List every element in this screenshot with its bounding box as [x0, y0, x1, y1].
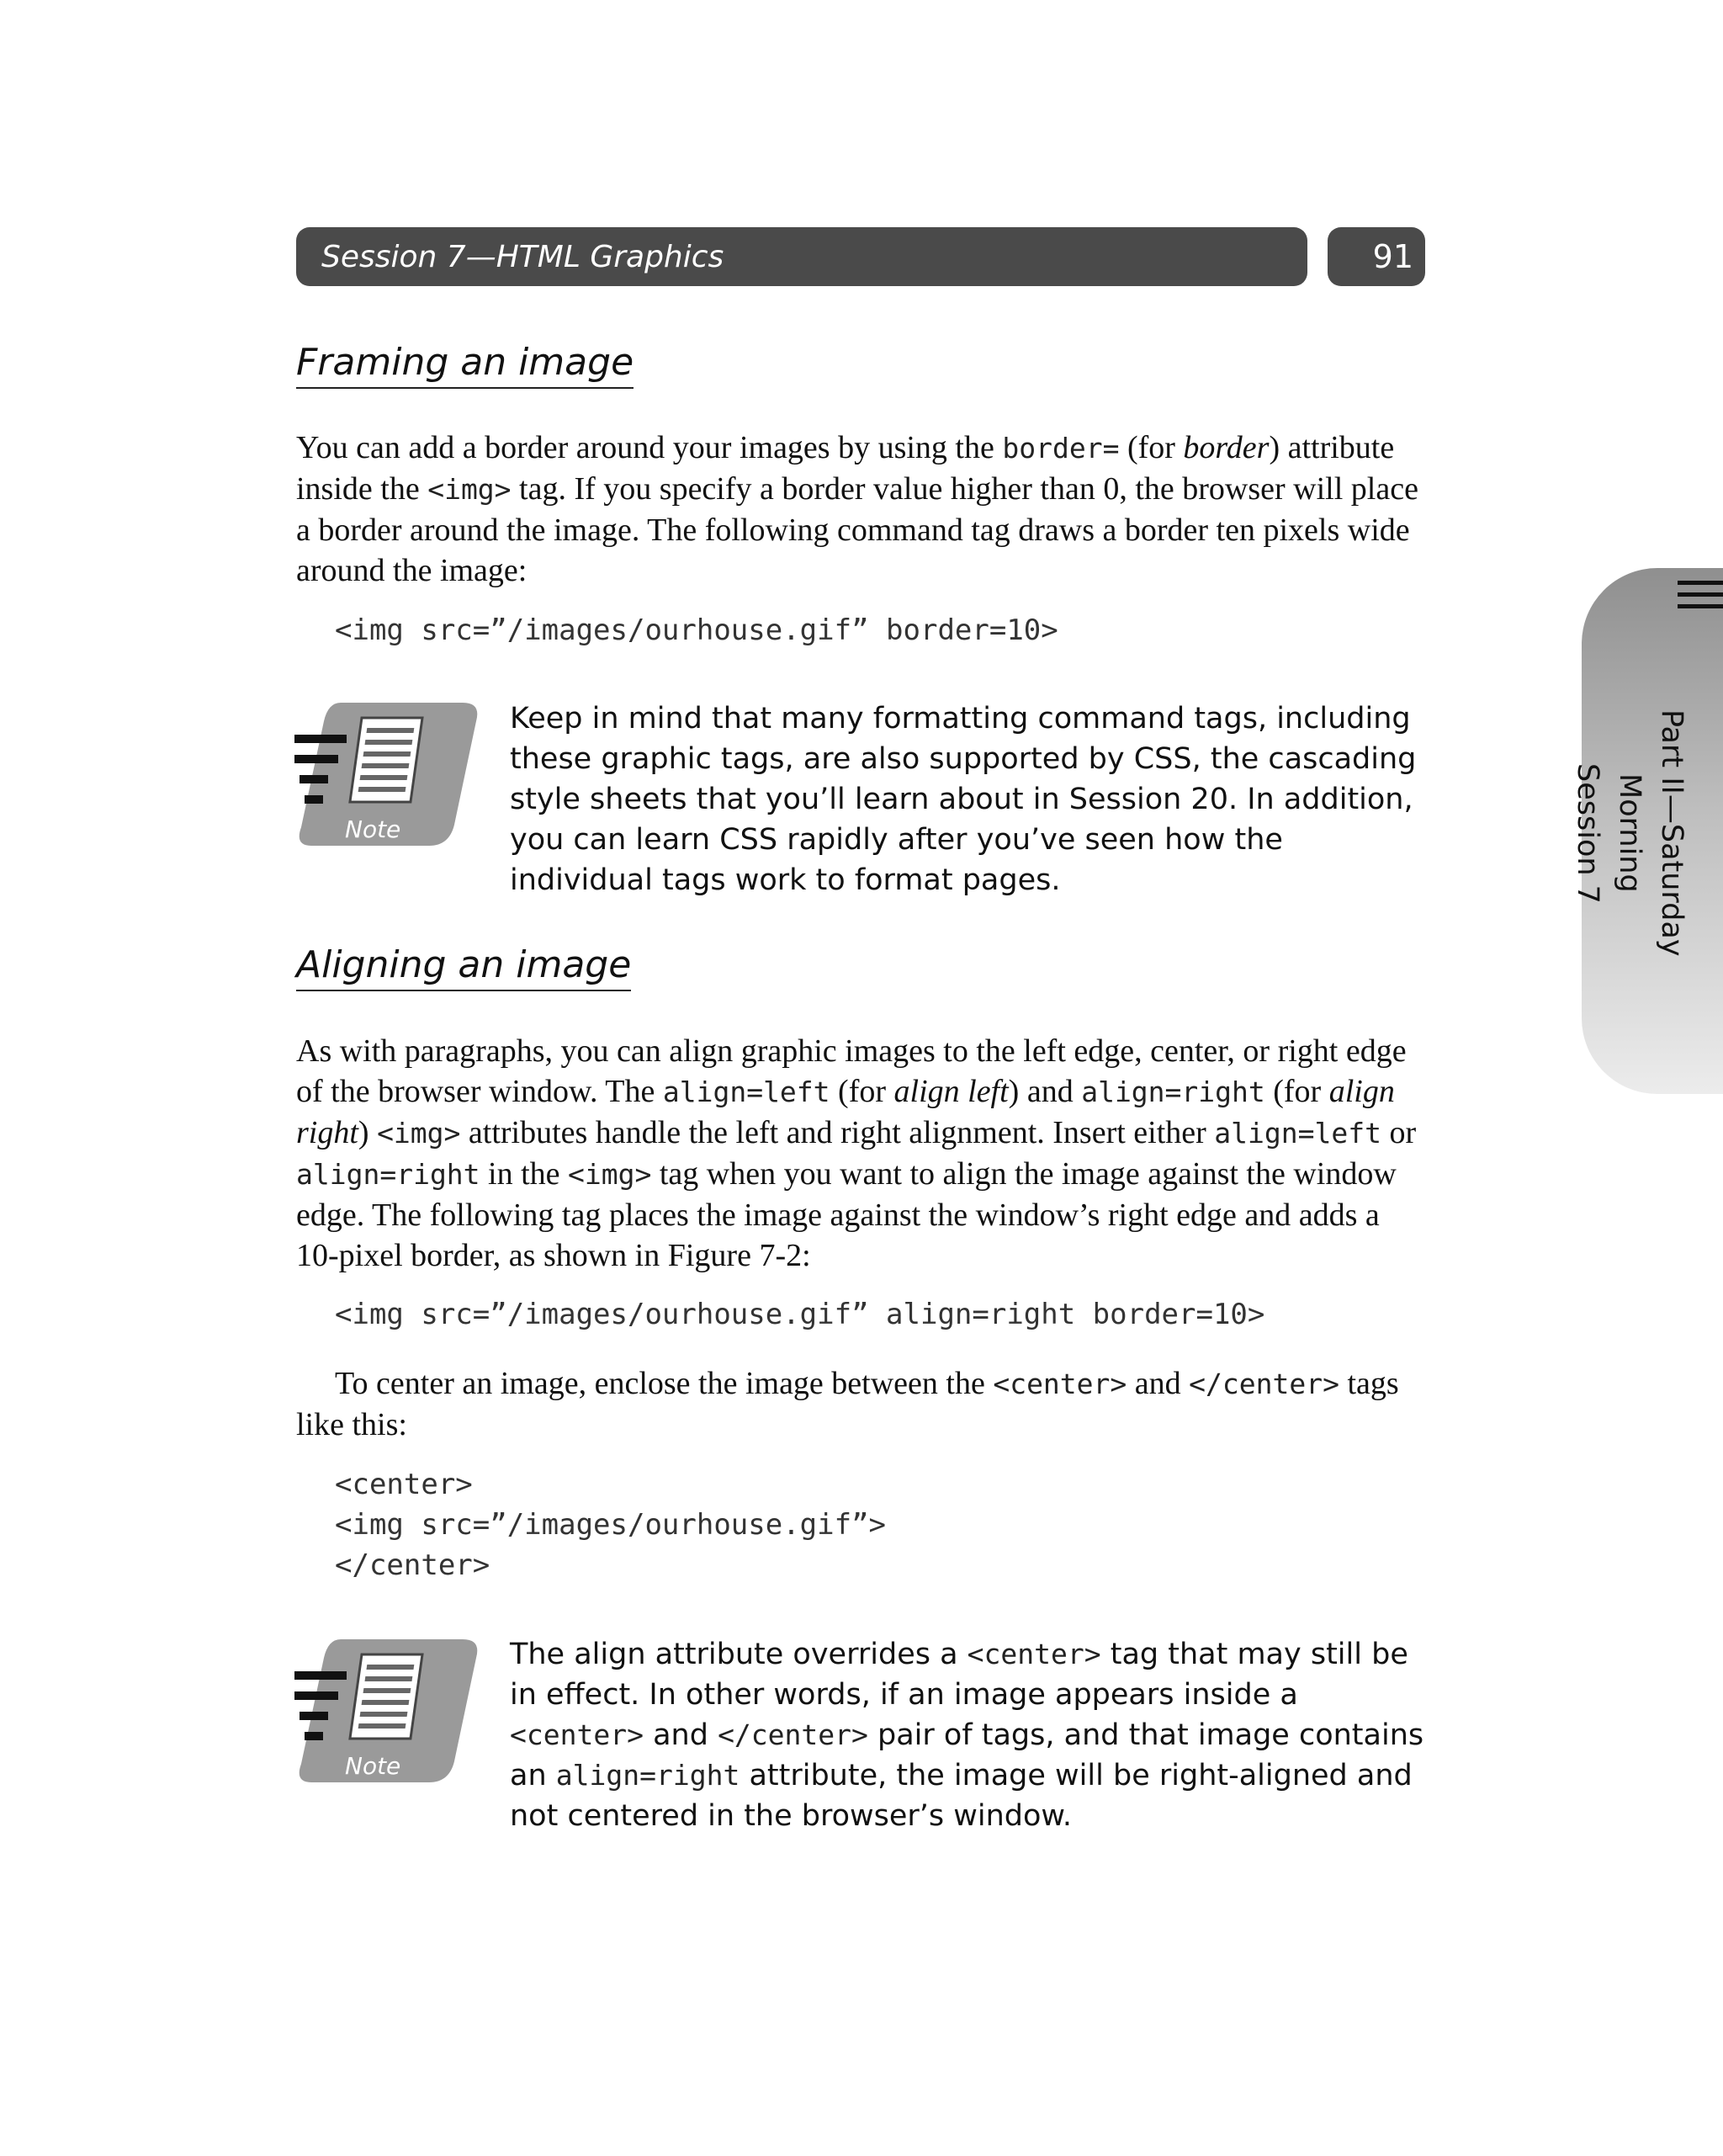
section-heading-framing: Framing an image	[296, 341, 634, 389]
running-header	[296, 227, 1307, 286]
section-heading-aligning: Aligning an image	[296, 943, 631, 991]
note-icon-label: Note	[345, 815, 401, 843]
session-title: Session 7—HTML Graphics	[321, 239, 724, 274]
paragraph-center: To center an image, enclose the image between the <center> and </center> tags like this:	[296, 1366, 1399, 1442]
code-block-line: <center>	[335, 1468, 473, 1501]
side-tab-part: Part II—Saturday Morning	[1613, 709, 1689, 957]
note-icon-label: Note	[345, 1752, 401, 1780]
page-number-text: 91	[1372, 238, 1413, 275]
code-block-line: <img src=”/images/ourhouse.gif”>	[335, 1508, 887, 1542]
side-tab-session: Session 7	[1571, 762, 1604, 904]
note-text-align: The align attribute overrides a <center> tag that may still be in effect. In other words, if an image appears inside a <center> and </center> pair of tags, and that image contains an align=right attribute, the image will be right-aligned and not centered in the browser’s window.	[510, 1638, 1424, 1833]
page-number	[1328, 227, 1425, 286]
side-tab-lines-icon	[1678, 581, 1723, 616]
side-tab-label	[1567, 656, 1723, 1010]
code-example-border: <img src=”/images/ourhouse.gif” border=10>	[335, 613, 1058, 647]
paragraph-aligning: As with paragraphs, you can align graphic images to the left edge, center, or right edge of the browser window. The align=left (for align left) and align=right (for align right) <img> attributes handle the left and right alignment. Insert either align=left or align=right in the <img> tag when you want to align the image against the window edge. The following tag places the image against the window’s right edge and adds a 10-pixel border, as shown in Figure 7-2:	[296, 1033, 1417, 1273]
paragraph-framing: You can add a border around your images by using the border= (for border) attribute inside the <img> tag. If you specify a border value higher than 0, the browser will place a border around the image. The following command tag draws a border ten pixels wide around the image:	[296, 430, 1418, 588]
code-example-align: <img src=”/images/ourhouse.gif” align=right border=10>	[335, 1298, 1265, 1331]
note-icon	[294, 703, 480, 846]
note-icon	[294, 1639, 480, 1782]
code-block-line: </center>	[335, 1548, 490, 1582]
note-text-css: Keep in mind that many formatting command tags, including these graphic tags, are also supported by CSS, the cascading style sheets that you’ll learn about in Session 20. In addition, you can learn CSS rapidly after you’ve seen how the individual tags work to format pages.	[510, 702, 1417, 897]
